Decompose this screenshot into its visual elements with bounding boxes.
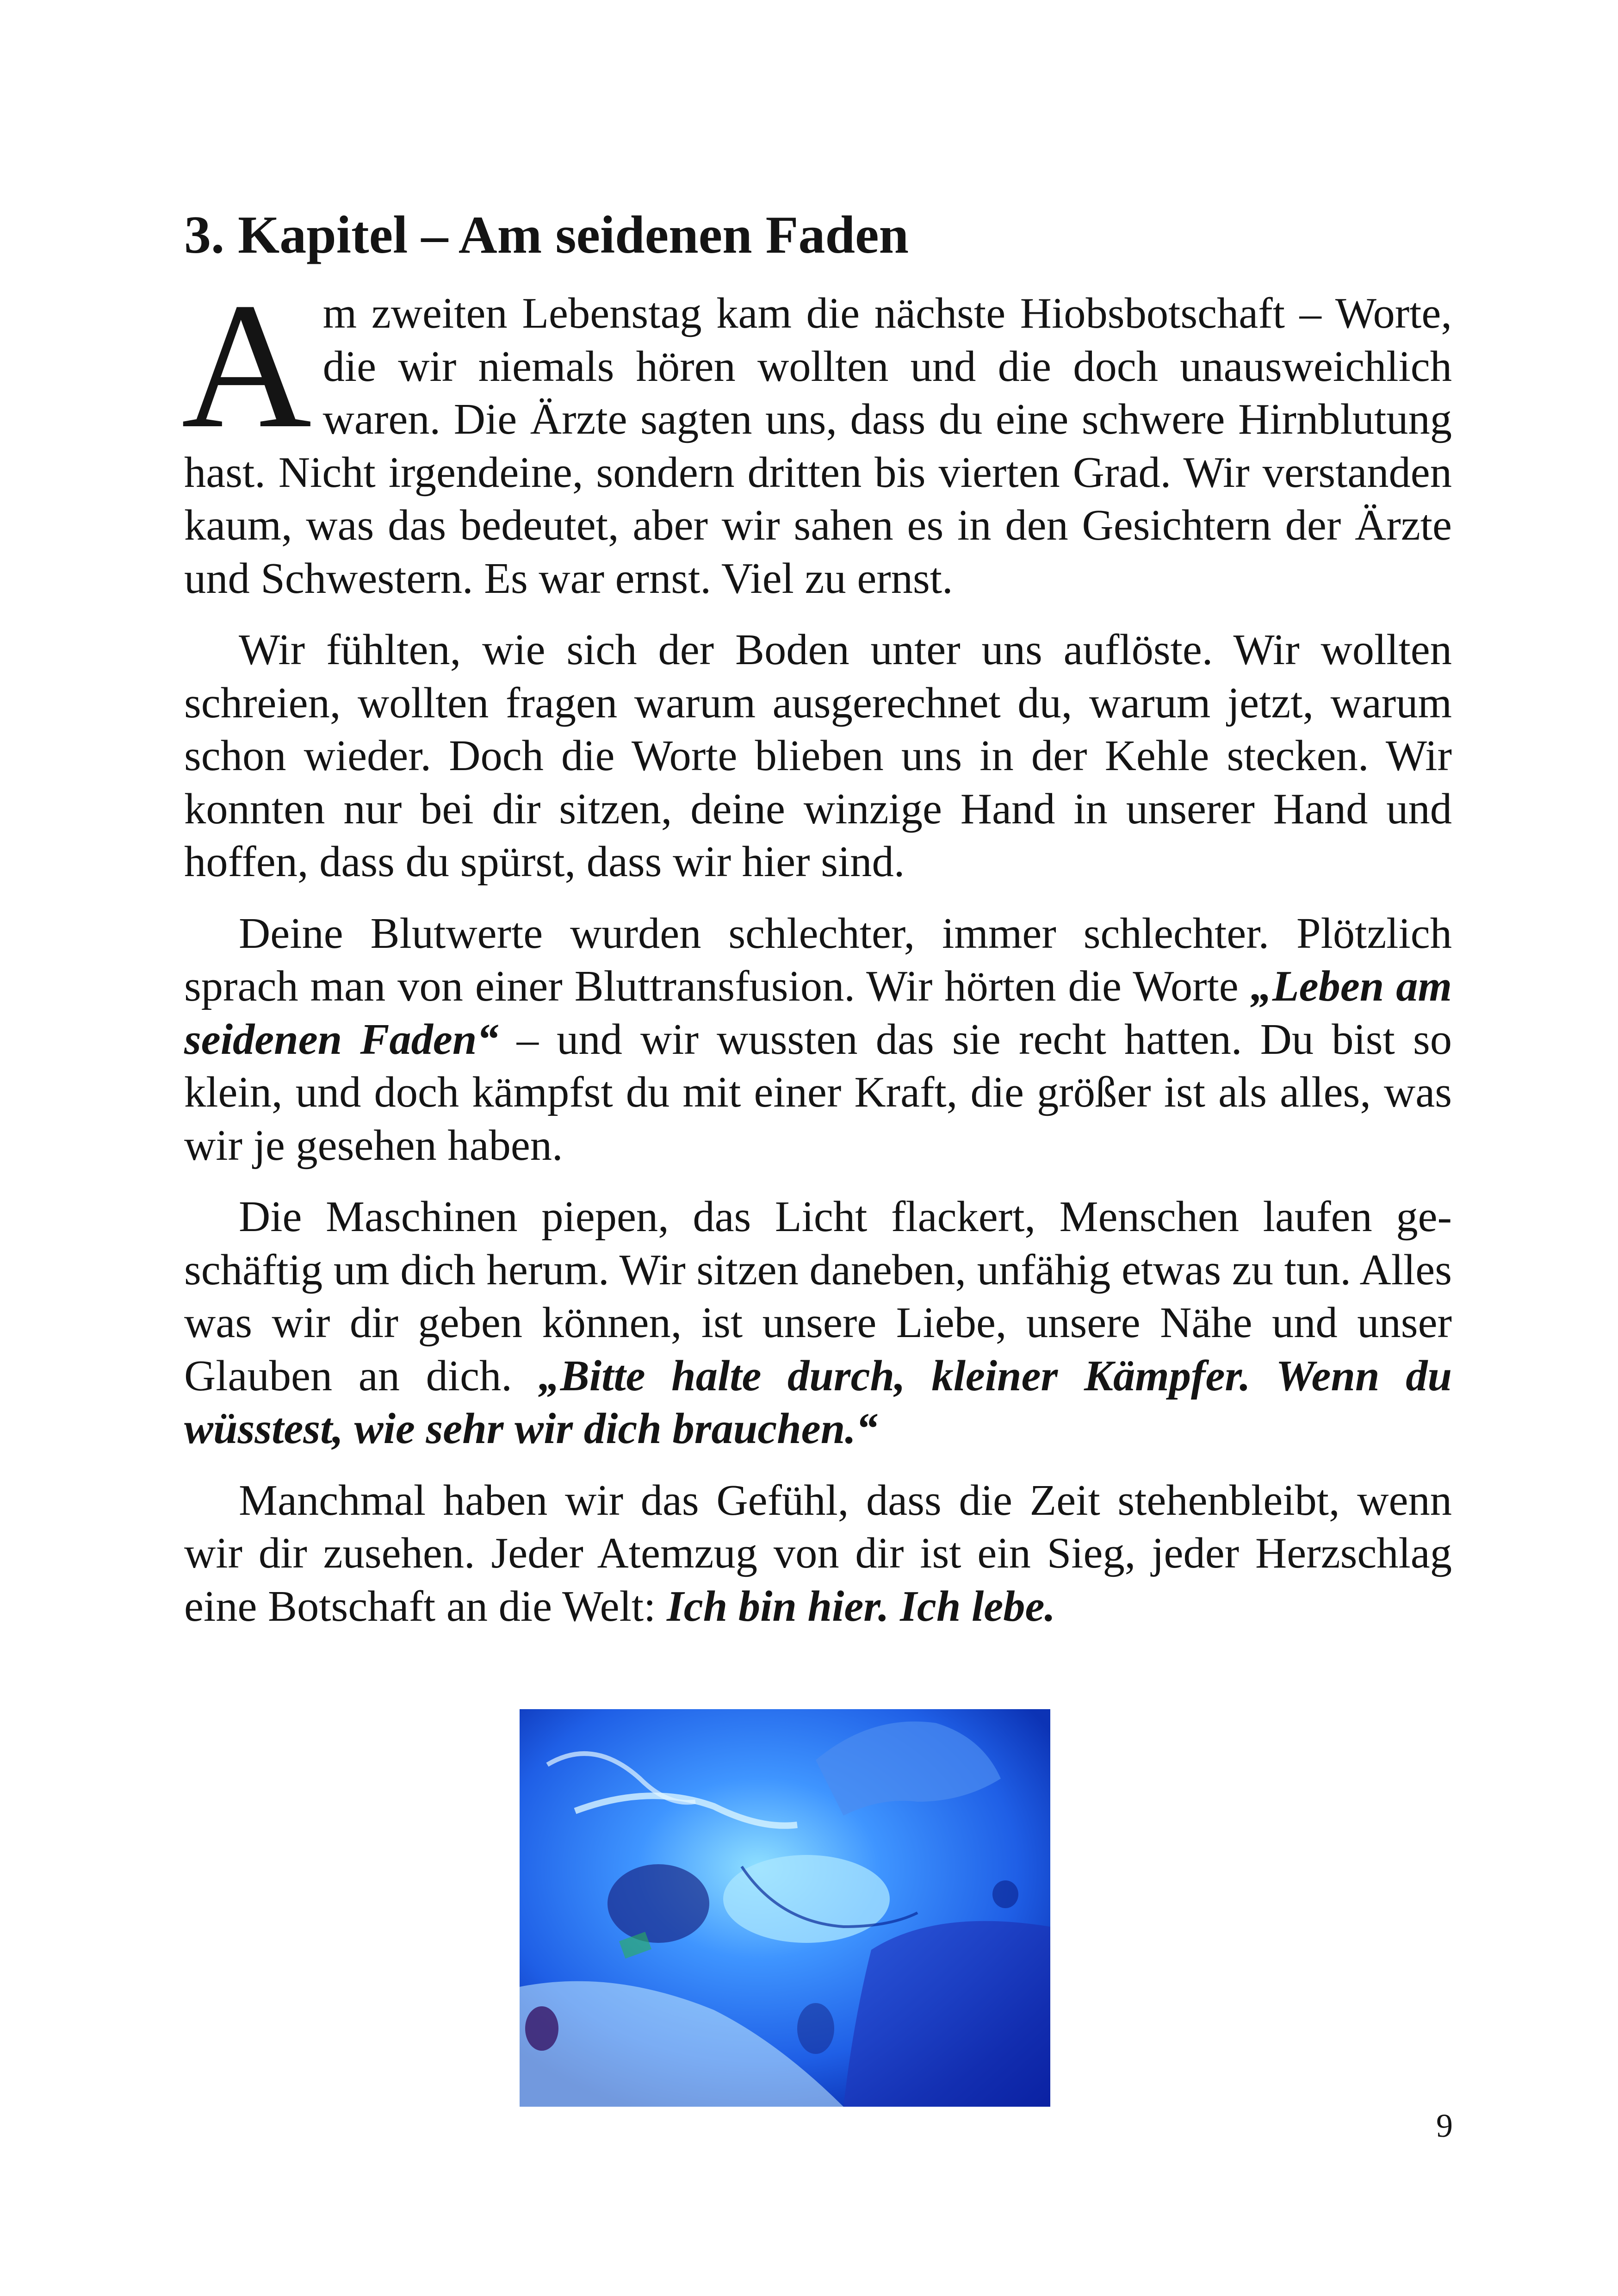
- paragraph-2: [184, 623, 1452, 889]
- incubator-photo: [520, 1709, 1050, 2107]
- paragraph-5: [184, 1474, 1452, 1633]
- paragraph-3: [184, 907, 1452, 1172]
- paragraph-5-text-before: Manchmal haben wir das Gefühl, dass die Zeit stehenbleibt, wenn wir dir zusehen. Jeder Atemzug von dir ist ein Sieg, jeder Herzschlag eine Botschaft an die Welt:: [184, 1476, 1452, 1630]
- paragraph-3-text-before: Deine Blutwerte wurden schlechter, immer schlechter. Plötzlich sprach man von einer Bluttransfusion. Wir hörten die Worte: [184, 909, 1452, 1010]
- paragraph-1: [181, 266, 1452, 605]
- photo-icon: [520, 1709, 1050, 2107]
- page-number: 9: [1436, 2107, 1453, 2144]
- paragraph-3-quote: „Leben am seidenen Faden“: [184, 962, 1452, 1064]
- drop-cap: A: [181, 266, 312, 466]
- chapter-body: [181, 266, 1452, 1651]
- paragraph-4: [184, 1190, 1452, 1456]
- paragraph-5-emphasis: Ich bin hier. Ich lebe.: [666, 1582, 1056, 1630]
- paragraph-4-text-before: Die Maschinen piepen, das Licht flackert, Menschen laufen geschäftig um dich herum. Wir sitzen daneben, unfähig etwas zu tun. Alles was wir dir geben können, ist unsere Liebe, unsere Nähe und unser Glauben an dich.: [184, 1193, 1452, 1400]
- paragraph-1-text: m zweiten Lebenstag kam die nächste Hiobsbotschaft – Worte, die wir niemals hören wollten und die doch unausweichlich waren. Die Ärzte sagten uns, dass du eine schwere Hirnblutung hast. Nicht irgendeine, sondern dritten bis vierten Grad. Wir verstanden kaum, was das bedeutet, aber wir sahen es in den Gesichtern der Ärzte und Schwestern. Es war ernst. Viel zu ernst.: [184, 289, 1452, 603]
- chapter-heading: 3. Kapitel – Am seidenen Faden: [184, 205, 909, 265]
- paragraph-4-quote: „Bitte halte durch, kleiner Kämpfer. Wenn du wüsstest, wie sehr wir dich brauchen.“: [184, 1351, 1452, 1453]
- paragraph-2-text: Wir fühlten, wie sich der Boden unter uns auflöste. Wir wollten schreien, wollten fragen warum ausgerechnet du, warum jetzt, warum schon wieder. Doch die Worte blieben uns in der Kehle stecken. Wir konnten nur bei dir sitzen, deine winzige Hand in unserer Hand und hoffen, dass du spürst, dass wir hier sind.: [184, 626, 1452, 886]
- paragraph-3-text-after: – und wir wussten das sie recht hatten. Du bist so klein, und doch kämpfst du mit einer Kraft, die größer ist als alles, was wir je gesehen haben.: [184, 1015, 1452, 1170]
